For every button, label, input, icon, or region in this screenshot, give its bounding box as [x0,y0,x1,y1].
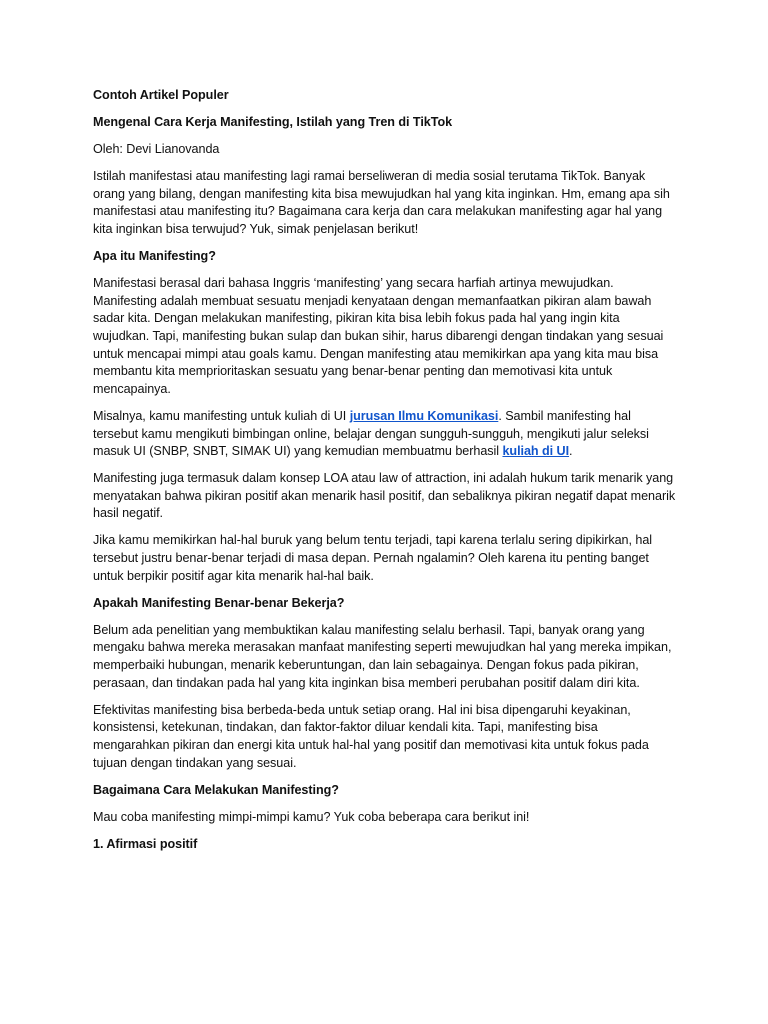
paragraph-research: Belum ada penelitian yang membuktikan kalau manifesting selalu berhasil. Tapi, banyak orang yang mengaku bahwa mereka merasakan manfaat manifesting seperti mewujudkan hal yang mereka impikan, memperbaiki hubungan, menarik keberuntungan, dan lain sebagainya. Dengan fokus pada pikiran, perasaan, dan tindakan pada hal yang kita inginkan bisa memberi perubahan positif dalam diri kita. [93,622,672,690]
section-heading-how-to: Bagaimana Cara Melakukan Manifesting? [93,782,339,797]
paragraph-loa: Manifesting juga termasuk dalam konsep LOA atau law of attraction, ini adalah hukum tarik menarik yang menyatakan bahwa pikiran positif akan menarik hasil positif, dan sebaliknya pikiran negatif dapat menarik hasil negatif. [93,471,676,521]
link-kuliah-di-ui[interactable]: kuliah di UI [502,444,570,459]
article-label: Contoh Artikel Populer [93,88,229,102]
author-line: Oleh: Devi Lianovanda [93,142,220,157]
link-jurusan-ilmu-komunikasi[interactable]: jurusan Ilmu Komunikasi [349,408,499,423]
paragraph-definition: Manifestasi berasal dari bahasa Inggris ‘manifesting’ yang secara harfiah artinya mewujudkan. Manifesting adalah membuat sesuatu menjadi kenyataan dengan memanfaatkan pikiran alam bawah sadar kita. Dengan melakukan manifesting, pikiran kita bisa lebih fokus pada hal yang ingin kita wujudkan. Tapi, manifesting bukan sulap dan bukan sihir, harus dibarengi dengan tindakan yang sesuai untuk mencapai mimpi atau goals kamu. Dengan manifesting atau memikirkan apa yang kita mau bisa membantu kita memprioritaskan sesuatu yang benar-benar penting dan memotivasi kita untuk mencapainya. [93,276,664,396]
paragraph-negative-thoughts: Jika kamu memikirkan hal-hal buruk yang belum tentu terjadi, tapi karena terlalu sering dipikirkan, hal tersebut justru benar-benar terjadi di masa depan. Pernah ngalamin? Oleh karena itu penting banget untuk berpikir positif agar kita menarik hal-hal baik. [93,533,653,583]
section-heading-does-it-work: Apakah Manifesting Benar-benar Bekerja? [93,595,345,610]
paragraph-example-text-3: . [569,444,573,459]
paragraph-example-text-1: Misalnya, kamu manifesting untuk kuliah di UI [93,408,350,423]
subheading-positive-affirmation: 1. Afirmasi positif [93,836,198,851]
intro-paragraph: Istilah manifestasi atau manifesting lagi ramai berseliweran di media sosial terutama TikTok. Banyak orang yang bilang, dengan manifesting kita bisa mewujudkan hal yang kita inginkan. Hm, emang apa sih manifestasi atau manifesting itu? Bagaimana cara kerja dan cara melakukan manifesting agar hal yang kita inginkan bisa terwujud? Yuk, simak penjelasan berikut! [93,169,670,237]
section-heading-what-is: Apa itu Manifesting? [93,249,216,264]
paragraph-example-text-2: . Sambil manifesting hal tersebut kamu mengikuti bimbingan online, belajar dengan sungguh-sungguh, mengikuti jalur seleksi masuk UI (SNBP, SNBT, SIMAK UI) yang kemudian membuatmu berhasil [93,408,649,459]
article-title: Mengenal Cara Kerja Manifesting, Istilah yang Tren di TikTok [93,115,453,130]
paragraph-example [93,408,676,461]
paragraph-try-it: Mau coba manifesting mimpi-mimpi kamu? Yuk coba beberapa cara berikut ini! [93,809,530,824]
paragraph-effectiveness: Efektivitas manifesting bisa berbeda-beda untuk setiap orang. Hal ini bisa dipengaruhi keyakinan, konsistensi, ketekunan, tindakan, dan faktor-faktor diluar kendali kita. Tapi, manifesting bisa mengarahkan pikiran dan energi kita untuk hal-hal yang positif dan memotivasi kita untuk fokus pada tujuan dengan tindakan yang sesuai. [93,702,649,770]
